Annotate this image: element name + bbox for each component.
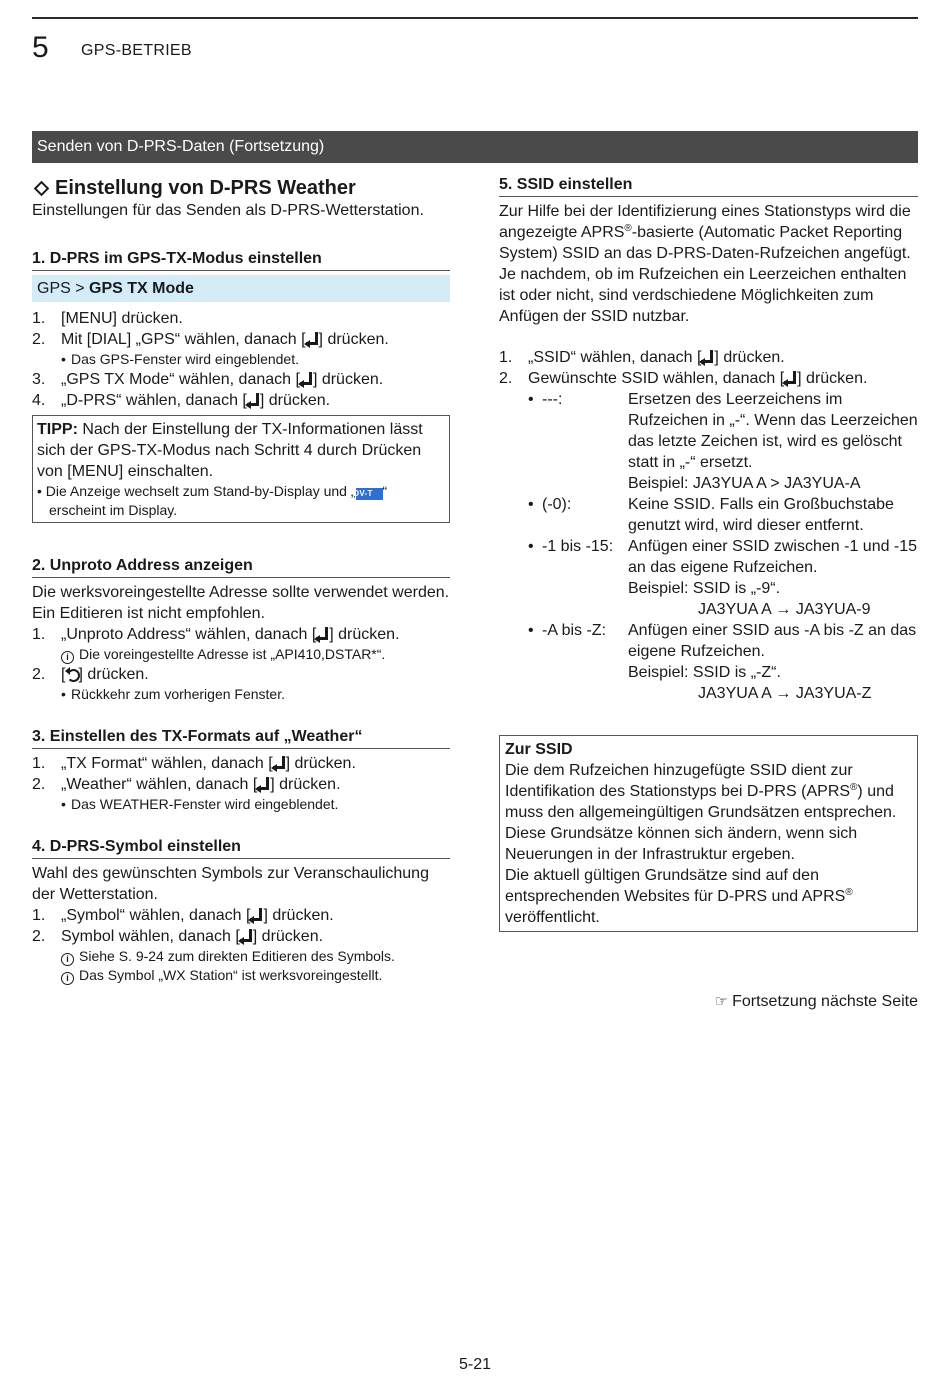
ssid-option: • (-0): Keine SSID. Falls ein Großbuchstabe genutzt wird, wird dieser entfernt.: [528, 496, 894, 534]
step-note: i Die voreingestellte Adresse ist „API410,DSTAR*“.: [32, 645, 450, 664]
ssid-info-box: [499, 735, 918, 932]
section-4-intro: Wahl des gewünschten Symbols zur Veranschaulichung der Wetterstation.: [32, 865, 429, 903]
enter-key-icon: [273, 756, 286, 769]
chapter-title: GPS-BETRIEB: [81, 42, 192, 59]
step: 1. „Unproto Address“ wählen, danach [ ] drücken.: [32, 626, 400, 643]
enter-key-icon: [316, 627, 329, 640]
info-icon: i: [61, 972, 74, 985]
section-2: [32, 555, 450, 704]
right-column: [499, 174, 918, 932]
diamond-icon: [34, 180, 50, 196]
info-icon: i: [61, 953, 74, 966]
step: 2. „Weather“ wählen, danach [ ] drücken.: [32, 776, 341, 793]
info-icon: i: [61, 651, 74, 664]
tipp-note: • Die Anzeige wechselt zum Stand-by-Display und „DV-T “ erscheint im Display.: [37, 483, 388, 518]
step: 2. Symbol wählen, danach [ ] drücken.: [32, 928, 324, 945]
chapter-number: 5: [32, 31, 49, 64]
step: 4. „D-PRS“ wählen, danach [ ] drücken.: [32, 392, 331, 409]
enter-key-icon: [250, 908, 263, 921]
enter-key-icon: [784, 371, 797, 384]
intro-text: Einstellungen für das Senden als D-PRS-Wetterstation.: [32, 202, 424, 219]
menu-path: [32, 275, 450, 302]
step: 1. „Symbol“ wählen, danach [ ] drücken.: [32, 907, 334, 924]
ssid-options: [528, 389, 918, 704]
step-note: i Das Symbol „WX Station“ ist werksvoreingestellt.: [32, 966, 450, 985]
section-4-title: 4. D-PRS-Symbol einstellen: [32, 836, 450, 859]
dv-t-icon: DV-T: [356, 488, 383, 500]
step-note: • Das GPS-Fenster wird eingeblendet.: [61, 351, 299, 367]
section-5-para-1: Zur Hilfe bei der Identifizierung eines Stationstyps wird die angezeigte APRS®-basierte (Automatic Packet Reporting System) SSID an das D-PRS-Daten-Rufzeichen angefügt.: [499, 203, 911, 262]
step: 3. „GPS TX Mode“ wählen, danach [ ] drücken.: [32, 371, 384, 388]
section-3: [32, 726, 450, 814]
ssid-option: • ---: Ersetzen des Leerzeichens im Rufzeichen in „-“. Wenn das Leerzeichen das letzte Zeichen ist, wird es gelöscht statt in „-“ ersetzt. Beispiel: JA3YUA A > JA3YUA-A: [528, 391, 918, 492]
tipp-label: TIPP:: [37, 421, 78, 438]
step-note: i Siehe S. 9-24 zum direkten Editieren des Symbols.: [32, 947, 450, 966]
section-5-title: 5. SSID einstellen: [499, 174, 918, 197]
step-note: • Rückkehr zum vorherigen Fenster.: [61, 686, 285, 702]
section-2-title: 2. Unproto Address anzeigen: [32, 555, 450, 578]
section-5-para-2: Je nachdem, ob im Rufzeichen ein Leerzeichen enthalten ist oder nicht, sind verdschiedene Möglichkeiten zum Anfügen der SSID nutzbar.: [499, 266, 907, 325]
enter-key-icon: [300, 372, 313, 385]
step: 2. Mit [DIAL] „GPS“ wählen, danach [ ] drücken.: [32, 331, 389, 348]
enter-key-icon: [247, 393, 260, 406]
step: 1. [MENU] drücken.: [32, 310, 183, 327]
section-4: [32, 836, 450, 985]
ssid-steps: [499, 347, 918, 704]
step-note: • Das WEATHER-Fenster wird eingeblendet.: [61, 796, 339, 812]
enter-key-icon: [701, 350, 714, 363]
ssid-option: • -1 bis -15: Anfügen einer SSID zwischen -1 und -15 an das eigene Rufzeichen. Beispiel: SSID is „-9“. JA3YUA A → JA3YUA-9: [528, 538, 918, 618]
pointing-hand-icon: ☞: [714, 993, 729, 1010]
enter-key-icon: [240, 929, 253, 942]
step: 1. „TX Format“ wählen, danach [ ] drücken.: [32, 755, 356, 772]
section-2-intro: Die werksvoreingestellte Adresse sollte verwendet werden. Ein Editieren ist nicht empfohlen.: [32, 584, 450, 622]
main-heading-text: Einstellung von D-PRS Weather: [55, 177, 356, 199]
tipp-text: Nach der Einstellung der TX-Informationen lässt sich der GPS-TX-Modus nach Schritt 4 durch Drücken von [MENU] einschalten.: [37, 421, 423, 480]
page-number: 5-21: [458, 1356, 492, 1373]
tipp-box: [32, 415, 450, 523]
section-1: [32, 248, 450, 523]
continue-note: ☞ Fortsetzung nächste Seite: [714, 993, 918, 1010]
menu-path-prefix: GPS >: [37, 280, 90, 297]
header-rule: [32, 17, 918, 19]
ssid-box-para-1: Die dem Rufzeichen hinzugefügte SSID dient zur Identifikation des Stationstyps bei D-PRS (APRS®) und muss den allgemeingültigen Grundsätzen entsprechen.: [505, 762, 897, 821]
left-column: [32, 174, 450, 985]
enter-key-icon: [257, 777, 270, 790]
ssid-box-para-3: Die aktuell gültigen Grundsätze sind auf den entsprechenden Websites für D-PRS und APRS® veröffentlicht.: [505, 867, 853, 926]
ssid-box-para-2: Diese Grundsätze können sich ändern, wenn sich Neuerungen in der Infrastruktur ergeben.: [505, 825, 858, 863]
section-bar: Senden von D-PRS-Daten (Fortsetzung): [32, 131, 918, 163]
enter-key-icon: [306, 332, 319, 345]
section-3-title: 3. Einstellen des TX-Formats auf „Weather“: [32, 726, 450, 749]
step: 2. Gewünschte SSID wählen, danach [ ] drücken.: [499, 370, 868, 387]
menu-path-item: GPS TX Mode: [89, 280, 194, 297]
section-1-title: 1. D-PRS im GPS-TX-Modus einstellen: [32, 248, 450, 271]
ssid-box-title: Zur SSID: [505, 741, 573, 758]
ssid-option: • -A bis -Z: Anfügen einer SSID aus -A bis -Z an das eigene Rufzeichen. Beispiel: SSID is „-Z“. JA3YUA A → JA3YUA-Z: [528, 622, 917, 702]
main-heading: [32, 176, 450, 200]
step: 2. [ ] drücken.: [32, 666, 149, 683]
step: 1. „SSID“ wählen, danach [ ] drücken.: [499, 349, 785, 366]
back-key-icon: [65, 667, 78, 680]
